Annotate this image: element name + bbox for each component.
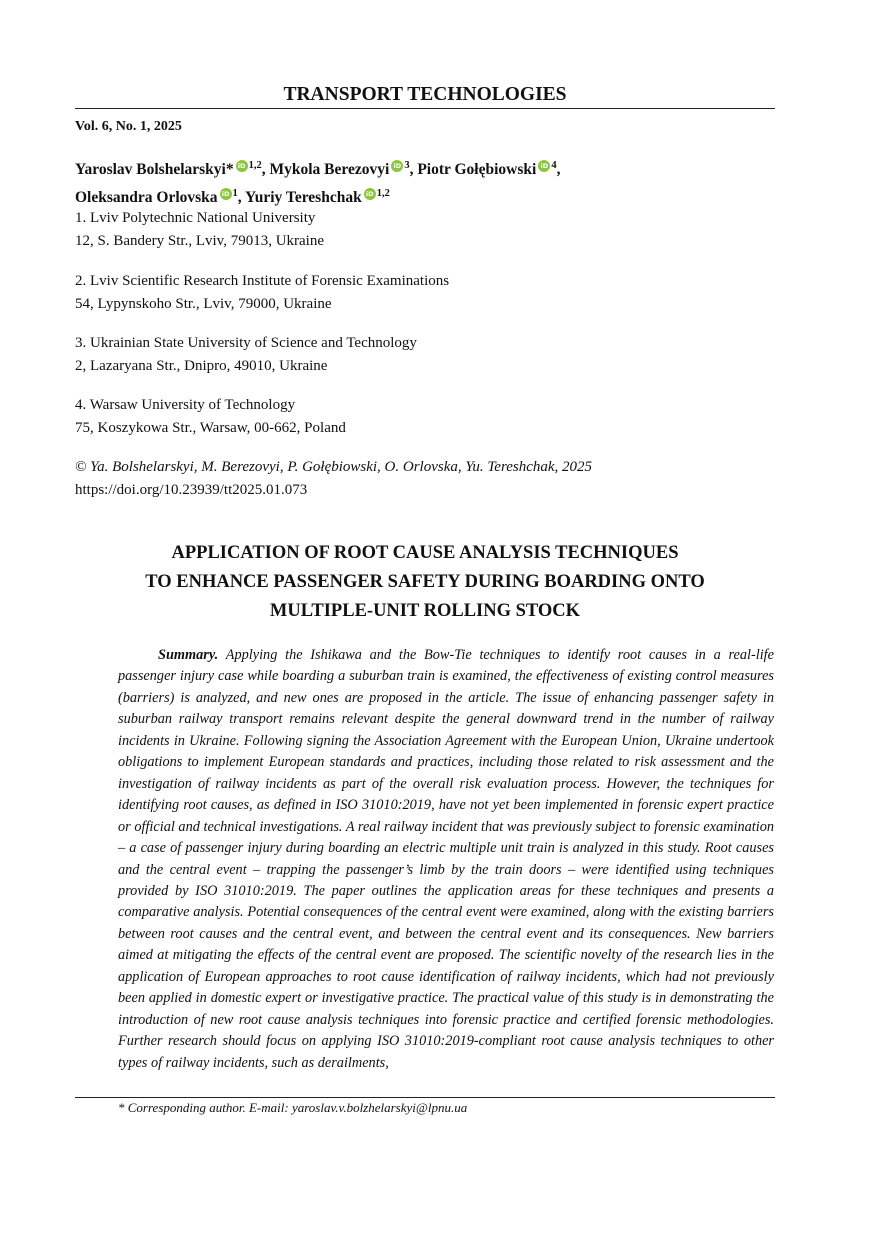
summary-paragraph (118, 645, 774, 1074)
orcid-icon[interactable]: iD (364, 188, 376, 200)
copyright-line: © Ya. Bolshelarskyi, M. Berezovyi, P. Gołębiowski, O. Orlovska, Yu. Tereshchak, 2025 (75, 459, 593, 475)
affiliation-4 (75, 394, 346, 439)
affiliation-address: 12, S. Bandery Str., Lviv, 79013, Ukraine (75, 232, 325, 249)
affiliation-address: 54, Lypynskoho Str., Lviv, 79000, Ukraine (75, 295, 332, 312)
copyright-block (75, 456, 592, 501)
author-name: Piotr Gołębiowski (417, 161, 537, 178)
author-name: Oleksandra Orlovska (75, 189, 218, 206)
author-name: Mykola Berezovyi (269, 161, 390, 178)
author-affiliation: 4 (551, 160, 557, 171)
affiliation-address: 2, Lazaryana Str., Dnipro, 49010, Ukraine (75, 357, 328, 374)
orcid-icon[interactable]: iD (236, 160, 248, 172)
volume-info: Vol. 6, No. 1, 2025 (75, 119, 182, 134)
title-line: TO ENHANCE PASSENGER SAFETY DURING BOARDING ONTO (145, 572, 705, 592)
author-affiliation: 1 (232, 188, 238, 199)
orcid-icon[interactable]: iD (220, 188, 232, 200)
affiliation-name: 2. Lviv Scientific Research Institute of Forensic Examinations (75, 273, 450, 289)
author-affiliation: 1,2 (248, 160, 262, 171)
orcid-icon[interactable]: iD (391, 160, 403, 172)
affiliation-3 (75, 332, 417, 377)
orcid-icon[interactable]: iD (538, 160, 550, 172)
paper-title (75, 539, 775, 626)
author-affiliation: 1,2 (376, 188, 390, 199)
author-affiliation: 3 (404, 160, 410, 171)
affiliation-name: 1. Lviv Polytechnic National University (75, 210, 316, 226)
author-name: Yaroslav Bolshelarskyi* (75, 161, 234, 178)
affiliation-name: 4. Warsaw University of Technology (75, 397, 296, 413)
affiliation-1 (75, 207, 324, 252)
affiliation-name: 3. Ukrainian State University of Science and Technology (75, 335, 417, 351)
author-separator: , (409, 161, 418, 178)
author-list (75, 156, 795, 212)
summary-label: Summary. (158, 647, 219, 663)
title-line: MULTIPLE-UNIT ROLLING STOCK (269, 601, 581, 621)
footnote-rule (75, 1097, 775, 1098)
affiliation-address: 75, Koszykowa Str., Warsaw, 00-662, Poland (75, 419, 346, 436)
affiliation-2 (75, 270, 449, 315)
author-separator: , (237, 189, 245, 206)
summary-text: Applying the Ishikawa and the Bow-Tie techniques to identify root causes in a real-life passenger injury case while boarding a suburban train is examined, the effectiveness of existing control measures (barriers) is analyzed, and new ones are proposed in the article. The issue of enhancing passenger safety in suburban railway transport remains relevant despite the general downward trend in the number of railway incidents in Ukraine. Following signing the Association Agreement with the European Union, Ukraine undertook obligations to implement European standards and practices, including those related to risk assessment and the investigation of railway incidents as part of the overall risk evaluation process. However, the techniques for identifying root causes, as defined in ISO 31010:2019, have not yet been implemented in forensic expert practice or official and technical investigations. A real railway incident that was previously subject to forensic examination – a case of passenger injury during boarding an electric multiple unit train is analyzed in this study. Root causes and the central event – trapping the passenger’s limb by the train doors – were identified using techniques provided by ISO 31010:2019. The paper outlines the application areas for these techniques and presents a comparative analysis. Potential consequences of the central event were examined, along with the existing barriers between root causes and the central event, and between the central event and its consequences. New barriers aimed at mitigating the effects of the central event are proposed. The scientific novelty of the research lies in the application of European approaches to root cause identification of railway incidents, which had not previously been applied in domestic expert or investigative practice. The practical value of this study is in demonstrating the introduction of new root cause analysis techniques into forensic practice and certified forensic methodologies. Further research should focus on applying ISO 31010:2019-compliant root cause analysis techniques to other types of railway incidents, such as derailments, (118, 647, 774, 1071)
doi-link[interactable]: https://doi.org/10.23939/tt2025.01.073 (75, 481, 308, 498)
title-line: APPLICATION OF ROOT CAUSE ANALYSIS TECHNIQUES (171, 543, 679, 563)
author-separator: , (556, 161, 561, 178)
journal-title: TRANSPORT TECHNOLOGIES (283, 84, 567, 105)
corresponding-author-footnote: * Corresponding author. E-mail: yaroslav.v.bolzhelarskyi@lpnu.ua (118, 1100, 468, 1115)
author-name: Yuriy Tereshchak (244, 189, 362, 206)
author-separator: , (261, 161, 270, 178)
header-rule (75, 108, 775, 109)
